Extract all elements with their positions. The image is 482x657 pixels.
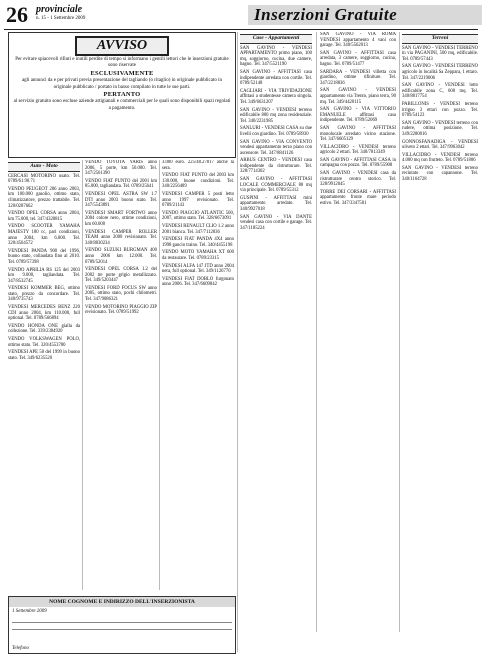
classified-ad: 3.000 euro. 225/48.27817 anche la sera. — [162, 160, 234, 171]
column-auto-moto-3 — [162, 160, 234, 630]
classified-ad: VILLACIDRO - VENDESI terreno agricolo 2 ettari. Tel. 340/7813349 — [320, 144, 396, 156]
column-divider — [159, 160, 160, 590]
classified-ad: SAN GAVINO - VIA DANTE vendesi casa con cortile e garage. Tel. 347/1185224 — [240, 214, 312, 231]
classified-ad: VENDESI CAMPER ROLLER TEAM anno 2000 revisionato. Tel. 340/8830234 — [85, 229, 157, 246]
classified-ad: VENDESI FIAT PANDA 4X4 anno 1998 gancio traino. Tel. 340/4455198 — [162, 237, 234, 248]
classified-ad: VENDESI MERCEDES BENZ 220 CDI anno 2004, km 110.000, full optional. Tel. 0789/566894 — [8, 305, 80, 322]
column-divider — [316, 32, 317, 632]
column-case — [240, 32, 312, 632]
classified-ad: TORRE DEI CORSARI - AFFITTASI appartamento fronte mare periodo estivo. Tel. 347/3347581 — [320, 189, 396, 207]
classified-ad: VENDESI SMART FORTWO anno 2004 colore nero, ottime condizioni, km 60.000 — [85, 210, 157, 227]
coupon-phone-label: Telefono — [12, 646, 30, 651]
category-heading: Case - Appartamenti — [240, 34, 312, 44]
page-header — [4, 2, 478, 28]
notice-line-3: agli annunci da e per privati previa presentazione del tagliando (o ritaglio) in originale pubblicato in originale pubblicato / portato in basso compilato in tutte le sue parti. — [21, 78, 223, 90]
classified-ad: VENDO TOYOTA YARIS anno 2006, 5 porte, km 50.000. Tel. 347/2561390 — [85, 160, 157, 177]
classified-ad: CERCASI MOTORINO usato. Tel. 0789/61.90.71 — [8, 173, 80, 185]
classified-ad: SAN GAVINO - VENDESI lotto edificabile zona C, 600 mq. Tel. 340/8817754 — [402, 83, 478, 100]
column-auto-moto — [8, 160, 80, 590]
classified-ad: VENDO PIAGGIO ATLANTIC 500, 2007, ottimo stato. Tel. 328/6673091 — [162, 210, 234, 222]
classified-ad: SAN GAVINO - VENDESI terreno con rudere, ottima posizione. Tel. 349/2280016 — [402, 120, 478, 137]
classified-ad: VENDESI KOMMER BEG, ottimo stato, prezzo da concordare. Tel. 340/9735743 — [8, 286, 80, 303]
classified-ad: SAN GAVINO - VENDESI APPARTAMENTO primo piano, 100 mq, soggiorno, cucina, due camere, bagno. Tel. 347/5521190 — [240, 45, 312, 68]
classified-ad: SAN GAVINO - VENDESI casa da ristrutturare centro storico. Tel. 328/9912045 — [320, 171, 396, 188]
category-heading: Terreni — [402, 34, 478, 44]
classified-ad: SAN GAVINO - VENDESI appartamento via Trento, piano terra, 90 mq. Tel. 349/4420115 — [320, 88, 396, 105]
section-title: Inserzioni Gratuite — [248, 5, 482, 25]
notice-line-2: ESCLUSIVAMENTE — [90, 69, 154, 77]
classified-ad: VENDESI FIAT DOBLO furgonato anno 2006. Tel. 347/6609842 — [162, 276, 234, 288]
classified-ad: SAN GAVINO - VENDESI terreno edificabile 800 mq zona residenziale. Tel. 340/2231985 — [240, 107, 312, 124]
classified-ad: VENDO PEUGEOT 206 anno 2003, km 100.000 gasolio, ottimo stato, climatizzatore, prezzo trattabile. Tel. 320/0287662 — [8, 186, 80, 209]
column-divider — [82, 160, 83, 590]
classified-ad: ARBUS CENTRO - VENDESI casa indipendente da ristrutturare. Tel. 328/7714302 — [240, 158, 312, 175]
coupon-write-line[interactable] — [12, 622, 232, 623]
issue-date: n. 15 - 1 Settembre 2009 — [36, 16, 86, 21]
classified-ad: VENDO VOLKSWAGEN POLO, ottimo stato. Tel. 320/4553780 — [8, 337, 80, 348]
header-divider — [4, 29, 478, 30]
classified-ad: SAN GAVINO - AFFITTASI casa indipendente arredata con cortile. Tel. 0789/52148 — [240, 69, 312, 87]
notice-line-1: Per evitare spiacevoli rifiuti e inutili perdite di tempo si informano i gentili lettori che le inserzioni gratuite sono riservate — [15, 57, 229, 69]
column-terreni — [402, 32, 478, 632]
category-heading: Auto - Moto — [8, 162, 80, 172]
classified-ad: VENDESI FORD FOCUS SW anno 2005, ottimo stato, pochi chilometri. Tel. 347/9086321 — [85, 285, 157, 303]
classified-ad: PABILLONIS - VENDESI terreno irriguo 3 ettari con pozzo. Tel. 0789/54123 — [402, 101, 478, 119]
classified-ad: SAN GAVINO - VENDESI terreno recintato con capannone. Tel. 340/1164728 — [402, 165, 478, 183]
classified-ad: SAN GAVINO - VENDESI TERRENO agricolo in località Sa Zeppara, 1 ettaro. Tel. 347/2219006 — [402, 64, 478, 81]
classified-ad: VENDESI CAMPER 5 posti letto anno 1997 revisionato. Tel. 0789/21143 — [162, 191, 234, 209]
classified-ad: GUSPINI - AFFITTASI mini appartamento arredato. Tel. 340/9927018 — [240, 195, 312, 213]
classified-ad: VENDO HONDA ONE gialla da collezione. Tel. 339/2384920 — [8, 323, 80, 335]
classified-ad: VENDO FIAT PUNTO del 2001 km 85.000, tagliandata. Tel. 0789/25641 — [85, 178, 157, 190]
classified-ad: VENDO FIAT PUNTO del 2003 km 130.000, buone condizioni. Tel. 340/2256489 — [162, 173, 234, 190]
classified-ad: VENDESI APE 50 del 1999 in buono stato. Tel. 349/6235520 — [8, 350, 80, 361]
classified-ad: VENDESI ALFA 147 JTD anno 2004 nera, full optional. Tel. 349/1126770 — [162, 263, 234, 275]
classified-ad: VENDESI OPEL CORSA 1.2 del 2002 tre porte grigio metallizzato. Tel. 349/5203447 — [85, 267, 157, 284]
classified-ad: SAN GAVINO - AFFITTASI casa arredata, 3 camere, soggiorno, cucina, bagno. Tel. 0789/51477 — [320, 50, 396, 67]
coupon-banner: NOME COGNOME E INDIRIZZO DELL'INSERZIONISTA — [9, 597, 235, 607]
classified-ad: VENDESI OPEL ASTRA SW 1.7 DTI anno 2003 buono stato. Tel. 347/5543891 — [85, 191, 157, 209]
classified-ad: VILLACIDRO - VENDESI terreno 4.000 mq con frutteto. Tel. 0789/51806 — [402, 152, 478, 164]
classified-ad: SARDARA - VENDESI villetta con giardino, ottime rifiniture. Tel. 347/2218836 — [320, 69, 396, 86]
classified-ad: SAN GAVINO - AFFITTASI CASA in campagna con pozzo. Tel. 0789/55908 — [320, 157, 396, 169]
classified-ad: GONNOSFANADIGA - VENDESI uliveto 2 ettari. Tel. 347/9963042 — [402, 139, 478, 151]
column-case-2 — [320, 32, 396, 632]
notice-line-5: al servizio gratuito sono escluse aziende artigianali e commerciali per le quali sono disponibili spazi regolati a pagamento. — [13, 99, 231, 111]
publication-name: provinciale — [36, 4, 83, 15]
classified-ad: SAN GAVINO - AFFITTASI monolocale arredato vicino stazione. Tel. 347/6605129 — [320, 125, 396, 143]
classified-ad: SAN GAVINO - VIA CONVENTO vendesi appartamento terzo piano con ascensore. Tel. 347/8841126 — [240, 139, 312, 156]
classified-ad: VENDO OPEL CORSA anno 2004, km 75.000, tel. 347/4320815 — [8, 211, 80, 222]
coupon-date: 1 Settembre 2009 — [12, 609, 47, 614]
coupon-write-line[interactable] — [12, 629, 232, 630]
classified-ad: SAN GAVINO - AFFITTASI LOCALE COMMERCIALE 80 mq via principale. Tel. 0789/55312 — [240, 177, 312, 194]
column-divider — [399, 32, 400, 632]
column-divider — [237, 32, 238, 652]
classified-ad: VENDESI PANDA 900 del 1996, buono stato, collaudata fino al 2010. Tel. 0789/57398 — [8, 248, 80, 265]
classified-ad: VENDO MOTO YAMAHA XT 600 da restaurare. Tel. 0789/23315 — [162, 250, 234, 261]
classified-ad: VENDO APRILIA RS 125 del 2003 km 9.000, tagliandata. Tel. 347/8532745 — [8, 267, 80, 284]
classified-ad: VENDO MOTORINO PIAGGIO ZIP revisionato. Tel. 0789/51992 — [85, 304, 157, 316]
submission-coupon — [8, 596, 236, 654]
classified-ad: SANLURI - VENDESI CASA su due livelli con giardino. Tel. 0789/58930 — [240, 126, 312, 137]
notice-title: AVVISO — [75, 36, 169, 56]
classified-ad: VENDO SCOOTER YAMAHA MAJESTY 180 cc, pari condizioni, anno 2004, km 6.000. Tel. 320/4564572 — [8, 224, 80, 247]
column-auto-moto-2 — [85, 160, 157, 590]
notice-line-4: PERTANTO — [103, 91, 141, 99]
classified-ad: SAN GAVINO - VENDESI TERRENO in via PAGANINI, 500 mq, edificabile. Tel. 0789/57443 — [402, 45, 478, 62]
classified-ad: CAGLIARI - VIA TRIVIDAZIONE affittasi a studentesse camera singola. Tel. 349/6631207 — [240, 88, 312, 105]
notice-box — [8, 32, 236, 158]
page-number: 26 — [6, 2, 28, 27]
classified-ad: SAN GAVINO - VIA VITTORIO EMANUELE affittasi casa indipendente. Tel. 0789/52069 — [320, 107, 396, 124]
classified-ad: SAN GAVINO - VIA ROMA VENDESI appartamento 4 vani con garage. Tel. 340/5562013 — [320, 32, 396, 49]
classified-ad: VENDO SUZUKI BURGMAN 400 anno 2006 km 12.000. Tel. 0789/52014 — [85, 248, 157, 265]
classified-ad: VENDESI RENAULT CLIO 1.2 anno 2001 bianca. Tel. 347/7112836 — [162, 223, 234, 235]
